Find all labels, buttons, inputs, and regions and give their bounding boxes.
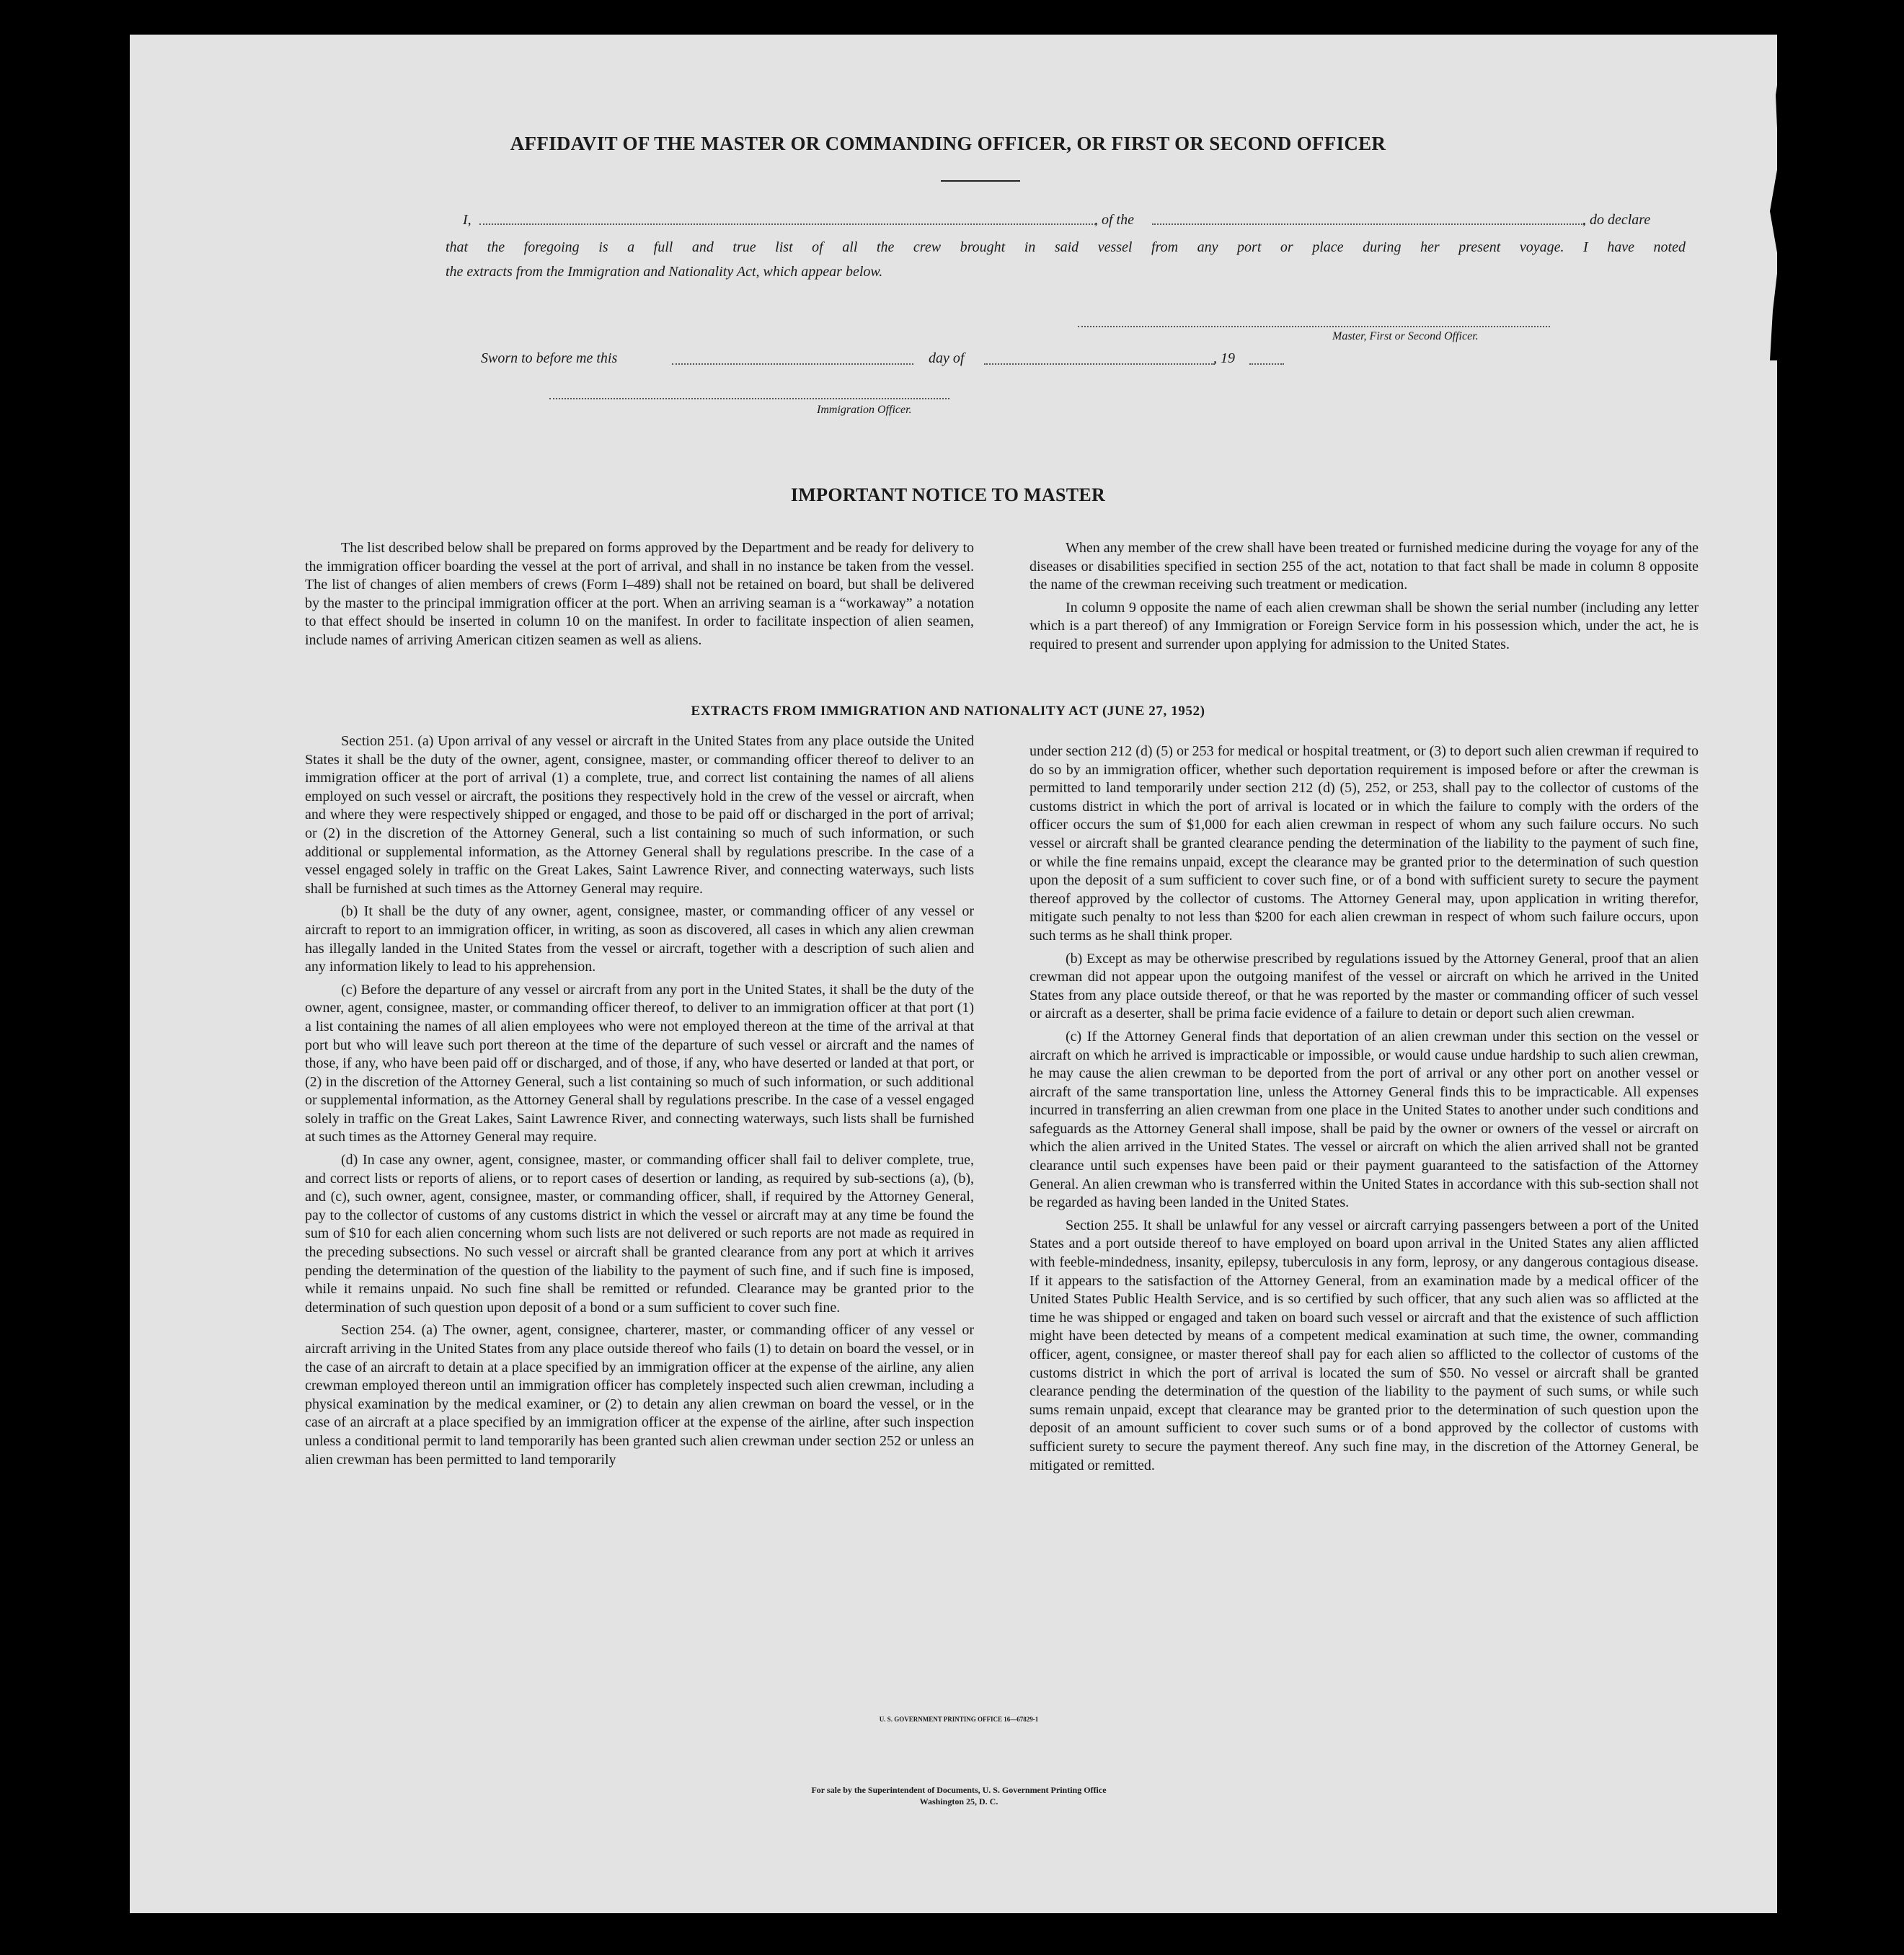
sworn-month-field[interactable] xyxy=(984,363,1215,365)
title-underline xyxy=(941,180,1020,182)
day-of-label: day of xyxy=(929,350,965,366)
punch-hole xyxy=(1792,1707,1824,1739)
sale-line-2: Washington 25, D. C. xyxy=(919,1796,999,1807)
name-field[interactable] xyxy=(479,223,1096,225)
vessel-field[interactable] xyxy=(1152,223,1585,225)
extracts-title: EXTRACTS FROM IMMIGRATION AND NATIONALITY ACT (JUNE 27, 1952) xyxy=(691,704,1205,719)
extract-paragraph: under section 212 (d) (5) or 253 for medical or hospital treatment, or (3) to deport such alien crewman if required to do so by an immigration officer, whether such deportation requirement is imposed before or after the crewman is permitted to land temporarily under section 212 (d) (5), 252, or 253, shall pay to the collector of customs of the customs district in which the port of arrival is located or in which the failure to comply with the orders of the officer occurs the sum of $1,000 for each alien crewman in respect of whom any such failure occurs. No such vessel or aircraft shall be granted clearance pending the determination of the liability to the payment of such fine, or while the fine remains unpaid, except the clearance may be granted prior to the determination of such question upon the deposit of a sum sufficient to cover such fine, or of a bond with sufficient surety to secure the payment thereof approved by the collector of customs. The Attorney General may, upon application in writing therefor, mitigate such penalty to not less than $200 for each alien crewman in respect of whom such failure occurs, upon such terms as he shall think proper. xyxy=(1030,743,1699,944)
extracts-right-column xyxy=(1030,742,1699,1479)
affidavit-of-the-label: , of the xyxy=(1094,212,1134,228)
notice-left-column xyxy=(305,539,974,655)
master-signature-line[interactable] xyxy=(1078,326,1550,327)
affidavit-declare-label: , do declare xyxy=(1582,212,1651,228)
immigration-officer-caption: Immigration Officer. xyxy=(817,404,912,416)
affidavit-line-3: the extracts from the Immigration and Nationality Act, which appear below. xyxy=(446,264,883,280)
punch-hole xyxy=(1792,1613,1824,1645)
immigration-officer-signature-line[interactable] xyxy=(549,398,949,399)
notice-right-paragraph-2: In column 9 opposite the name of each alien crewman shall be shown the serial number (including any letter which is a part thereof) of any Immigration or Foreign Service form in his possession which, under the act, he is required to present and surrender upon applying for admission to the United States. xyxy=(1030,599,1699,652)
notice-left-paragraph: The list described below shall be prepared on forms approved by the Department and be ready for delivery to the immigration officer boarding the vessel at the port of arrival, and shall in no instance be taken from the vessel. The list of changes of alien members of crews (Form I–489) shall not be retained on board, but shall be delivered by the master to the principal immigration officer at the port. When an arriving seaman is a “workaway” a notation to that effect should be inserted in column 10 on the manifest. In order to facilitate inspection of alien seamen, include names of arriving American citizen seamen as well as aliens. xyxy=(305,540,974,648)
document-page xyxy=(130,35,1777,1913)
punch-hole xyxy=(1792,1223,1824,1254)
year-label: , 19 xyxy=(1213,350,1235,366)
punch-hole xyxy=(1792,285,1823,316)
torn-corner xyxy=(1770,29,1904,360)
punch-hole xyxy=(1792,670,1824,702)
extract-paragraph: (c) Before the departure of any vessel or aircraft from any port in the United States, it shall be the duty of the owner, agent, consignee, master, or commanding officer thereof, to deliver to an immigration officer at that port (1) a list containing the names of all alien employees who were not employed thereon at the time of the arrival at that port but who will leave such port thereon at the time of the departure of such vessel or aircraft and the names of those, if any, who have been paid off or discharged, and of those, if any, who have deserted or landed at that port, or (2) in the discretion of the Attorney General, such a list containing so much of such information, or such additional or supplemental information, as the Attorney General shall by regulations prescribe. In the case of a vessel engaged solely in traffic on the Great Lakes, Saint Lawrence River, and connecting waterways, such lists shall be furnished at such times as the Attorney General may require. xyxy=(305,981,974,1145)
extract-paragraph: Section 255. It shall be unlawful for any vessel or aircraft carrying passengers between a port of the United States and a port outside thereof to have employed on board upon arrival in the United States any alien afflicted with feeble-mindedness, insanity, epilepsy, tuberculosis in any form, leprosy, or any dangerous contagious disease. If it appears to the satisfaction of the Attorney General, from an examination made by a medical officer of the United States Public Health Service, and is so certified by such officer, that any such alien was so afflicted at the time he was shipped or engaged and taken on board such vessel or aircraft and that the existence of such affliction might have been detected by means of a competent medical examination at such time, the owner, commanding officer, agent, consignee, or master thereof shall pay for each alien so afflicted to the collector of customs of the customs district in which the port of arrival is located the sum of $50. No vessel or aircraft shall be granted clearance pending the determination of the question of the liability to the payment of such sums, or while such sums remain unpaid, except that clearance may be granted prior to the determination of such question upon the deposit of an amount sufficient to cover such sums or of a bond approved by the collector of customs with sufficient surety to secure the payment thereof. Any such fine may, in the discretion of the Attorney General, be mitigated or remitted. xyxy=(1030,1217,1699,1473)
notice-right-column xyxy=(1030,539,1699,659)
extract-paragraph: Section 254. (a) The owner, agent, consignee, charterer, master, or commanding officer of any vessel or aircraft arriving in the United States from any place outside thereof who fails (1) to detain on board the vessel, or in the case of an aircraft to detain at a place specified by an immigration officer at the expense of the airline, any alien crewman employed thereon until an immigration officer has completely inspected such alien crewman, including a physical examination by the medical examiner, or (2) to detain any alien crewman on board the vessel, or in the case of an aircraft at a place specified by an immigration officer at the expense of the airline, after such inspection unless a conditional permit to land temporarily has been granted such alien crewman under section 252 or unless an alien crewman has been permitted to land temporarily xyxy=(305,1322,974,1468)
punch-hole xyxy=(1792,1322,1824,1354)
notice-right-paragraph-1: When any member of the crew shall have been treated or furnished medicine during the voyage for any of the diseases or disabilities specified in section 255 of the act, notation to that fact shall be made in column 8 opposite the name of the crewman receiving such treatment or medication. xyxy=(1030,540,1699,593)
sworn-year-field[interactable] xyxy=(1249,363,1284,365)
punch-hole xyxy=(1792,572,1824,604)
sworn-day-field[interactable] xyxy=(672,363,913,365)
extract-paragraph: (b) Except as may be otherwise prescribed by regulations issued by the Attorney General, proof that an alien crewman did not appear upon the outgoing manifest of the vessel or aircraft on which he arrived in the United States from any place outside thereof, or that he was reported by the master or commanding officer of such vessel or aircraft as a deserter, shall be prima facie evidence of a failure to detain or deport such alien crewman. xyxy=(1030,950,1699,1022)
extract-paragraph: (d) In case any owner, agent, consignee, master, or commanding officer shall fail to deliver complete, true, and correct lists or reports of aliens, or to report cases of desertion or landing, as required by sub-sections (a), (b), and (c), such owner, agent, consignee, master, or commanding officer, shall, if required by the Attorney General, pay to the collector of customs of any customs district in which the vessel or aircraft may at any time be found the sum of $10 for each alien concerning whom such lists are not delivered or such reports are not made as required in the preceding subsections. No such vessel or aircraft shall be granted clearance from any port at which it arrives pending the determination of the question of the liability to the payment of such fine, and if such fine is imposed, while it remains unpaid. No such fine shall be remitted or refunded. Clearance may be granted prior to the determination of such question upon deposit of a bond or a sum sufficient to cover such fine. xyxy=(305,1152,974,1316)
extract-paragraph: (c) If the Attorney General finds that deportation of an alien crewman under this section on the vessel or aircraft on which he arrived is impracticable or impossible, or would cause undue hardship to such alien crewman, he may cause the alien crewman to be deported from the port of arrival or any other port on another vessel or aircraft of the same transportation line, unless the Attorney General finds this to be impracticable. All expenses incurred in transferring an alien crewman from one place in the United States to another under such conditions and safeguards as the Attorney General shall impose, shall be paid by the owner or owners of the vessel or aircraft on which the alien arrived in the United States. The vessel or aircraft on which the alien arrived shall not be granted clearance until such expenses have been paid or their payment guaranteed to the satisfaction of the Attorney General. An alien crewman who is transferred within the United States in accordance with this sub-section shall not be regarded as having been landed in the United States. xyxy=(1030,1028,1699,1211)
affidavit-title: AFFIDAVIT OF THE MASTER OR COMMANDING OFFICER, OR FIRST OR SECOND OFFICER xyxy=(510,133,1386,154)
sworn-label: Sworn to before me this xyxy=(481,350,618,366)
extract-paragraph: Section 251. (a) Upon arrival of any vessel or aircraft in the United States from any place outside the United States it shall be the duty of the owner, agent, consignee, master, or commanding officer thereof to deliver to an immigration officer at the port of arrival (1) a complete, true, and correct list containing the names of all aliens employed on such vessel or aircraft, the positions they respectively hold in the crew of the vessel or aircraft, when and where they were respectively shipped or engaged, and those to be paid off or discharged in the port of arrival; or (2) in the discretion of the Attorney General, such a list containing so much of such information, or such additional or supplemental information, as the Attorney General shall by regulations prescribe. In the case of a vessel engaged solely in traffic on the Great Lakes, Saint Lawrence River, and connecting waterways, such lists shall be furnished at such times as the Attorney General may require. xyxy=(305,733,974,897)
master-caption: Master, First or Second Officer. xyxy=(1332,330,1479,342)
sale-line-1: For sale by the Superintendent of Documents, U. S. Government Printing Office xyxy=(811,1785,1107,1795)
affidavit-line-2: that the foregoing is a full and true list of all the crew brought in said vessel from any port or place during her present voyage. I have noted xyxy=(446,239,1686,255)
notice-title: IMPORTANT NOTICE TO MASTER xyxy=(790,484,1106,505)
extracts-left-column xyxy=(305,732,974,1473)
affidavit-i-label: I, xyxy=(463,212,471,228)
extract-paragraph: (b) It shall be the duty of any owner, agent, consignee, master, or commanding officer of any vessel or aircraft to report to an immigration officer, in writing, as soon as discovered, all cases in which any alien crewman has illegally landed in the United States from the vessel or aircraft, together with a description of such alien and any information likely to lead to his apprehension. xyxy=(305,903,974,975)
printing-office-imprint: U. S. GOVERNMENT PRINTING OFFICE 16—67829-1 xyxy=(879,1716,1039,1723)
